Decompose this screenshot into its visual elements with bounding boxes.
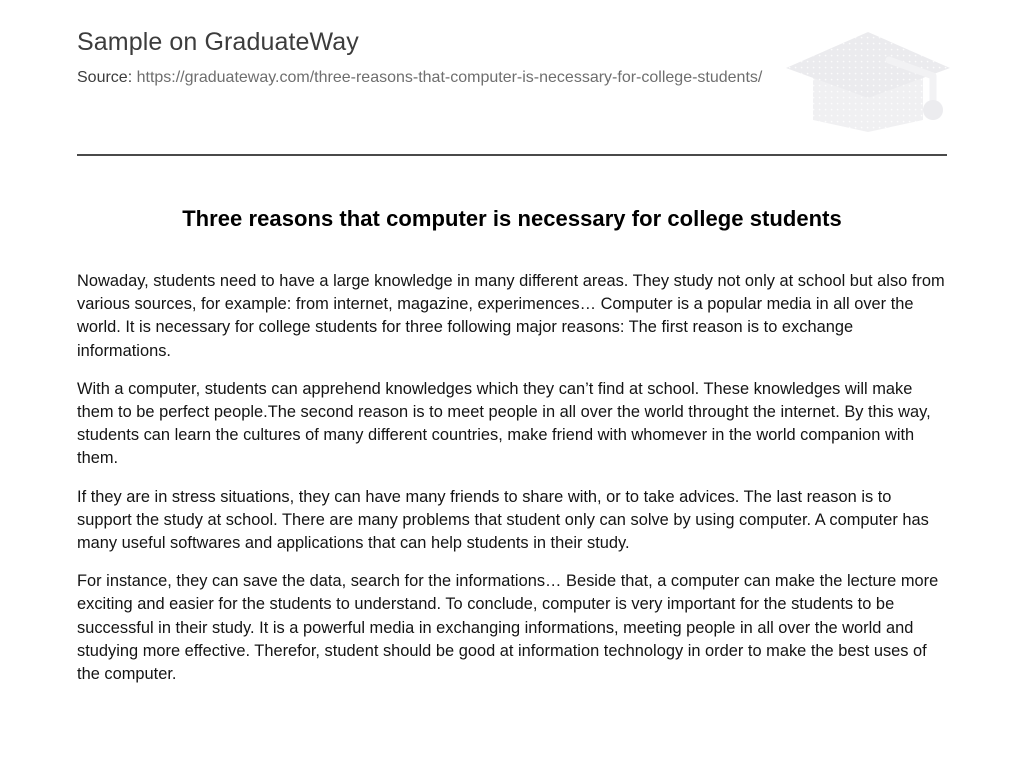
source-line: [77, 66, 787, 89]
site-title: Sample on GraduateWay: [77, 28, 359, 56]
header-divider: [77, 154, 947, 156]
essay-body: [77, 270, 949, 686]
paragraph: Nowaday, students need to have a large knowledge in many different areas. They study not only at school but also from various sources, for example: from internet, magazine, experimences… Computer is a popular media in all over the world. It is necessary for college students for three following major reasons: The first reason is to exchange informations.: [77, 272, 945, 360]
page-title: Three reasons that computer is necessary for college students: [182, 206, 842, 231]
paragraph: If they are in stress situations, they can have many friends to share with, or to take advices. The last reason is to support the study at school. There are many problems that student only can solve by using computer. A computer has many useful softwares and applications that can help students in their study.: [77, 487, 929, 553]
paragraph: With a computer, students can apprehend knowledges which they can’t find at school. These knowledges will make them to be perfect people.The second reason is to meet people in all over the world throught the internet. By this way, students can learn the cultures of many different countries, make friend with whomever in the world companion with them.: [77, 379, 931, 468]
graduation-cap-icon: [782, 24, 954, 136]
source-url[interactable]: https://graduateway.com/three-reasons-that-computer-is-necessary-for-college-students/: [136, 69, 763, 86]
source-label: Source:: [77, 69, 133, 86]
paragraph: For instance, they can save the data, search for the informations… Beside that, a computer can make the lecture more exciting and easier for the students to understand. To conclude, computer is very important for the students to be successful in their study. It is a powerful media in exchanging informations, meeting people in all over the world and studying more effective. Therefor, student should be good at information technology in order to make the best uses of the computer.: [77, 572, 939, 684]
